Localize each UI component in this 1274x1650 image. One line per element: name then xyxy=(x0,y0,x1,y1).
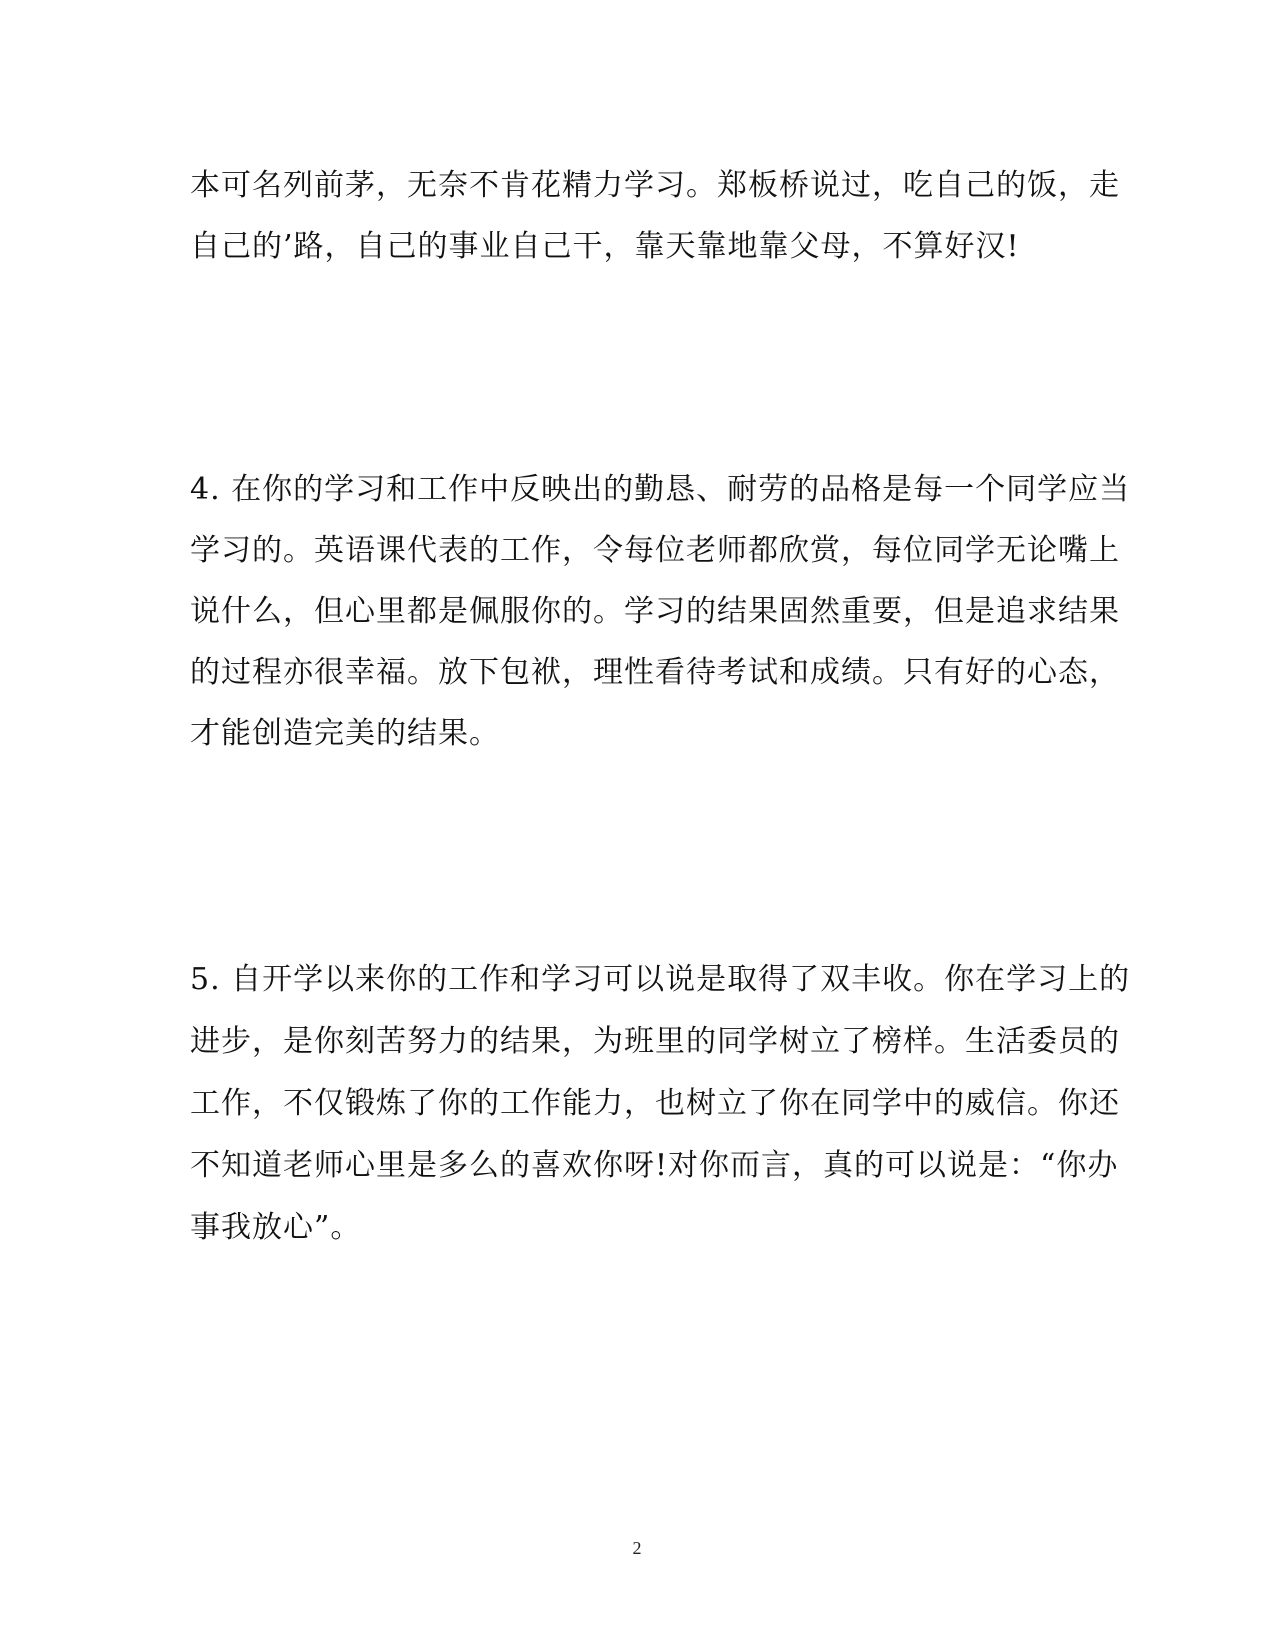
text-line: 学习的。英语课代表的工作，令每位老师都欣赏，每位同学无论嘴上 xyxy=(190,533,1120,568)
text-line: 工作，不仅锻炼了你的工作能力，也树立了你在同学中的威信。你还 xyxy=(190,1086,1120,1121)
text-line: 的过程亦很幸福。放下包袱，理性看待考试和成绩。只有好的心态， xyxy=(190,655,1120,690)
text-line: 说什么，但心里都是佩服你的。学习的结果固然重要，但是追求结果 xyxy=(190,594,1120,629)
text-line: 4. 在你的学习和工作中反映出的勤恳、耐劳的品格是每一个同学应当 xyxy=(190,472,1131,507)
text-line: 自己的’路，自己的事业自己干，靠天靠地靠父母，不算好汉! xyxy=(190,229,1020,264)
page-number: 2 xyxy=(632,1538,642,1558)
text-line: 本可名列前茅，无奈不肯花精力学习。郑板桥说过，吃自己的饭，走 xyxy=(190,168,1120,203)
text-line: 进步，是你刻苦努力的结果，为班里的同学树立了榜样。生活委员的 xyxy=(190,1024,1120,1059)
text-line: 才能创造完美的结果。 xyxy=(190,716,500,751)
text-line: 事我放心”。 xyxy=(190,1210,362,1245)
text-line: 不知道老师心里是多么的喜欢你呀!对你而言，真的可以说是：“你办 xyxy=(190,1148,1119,1183)
text-line: 5. 自开学以来你的工作和学习可以说是取得了双丰收。你在学习上的 xyxy=(190,962,1131,997)
